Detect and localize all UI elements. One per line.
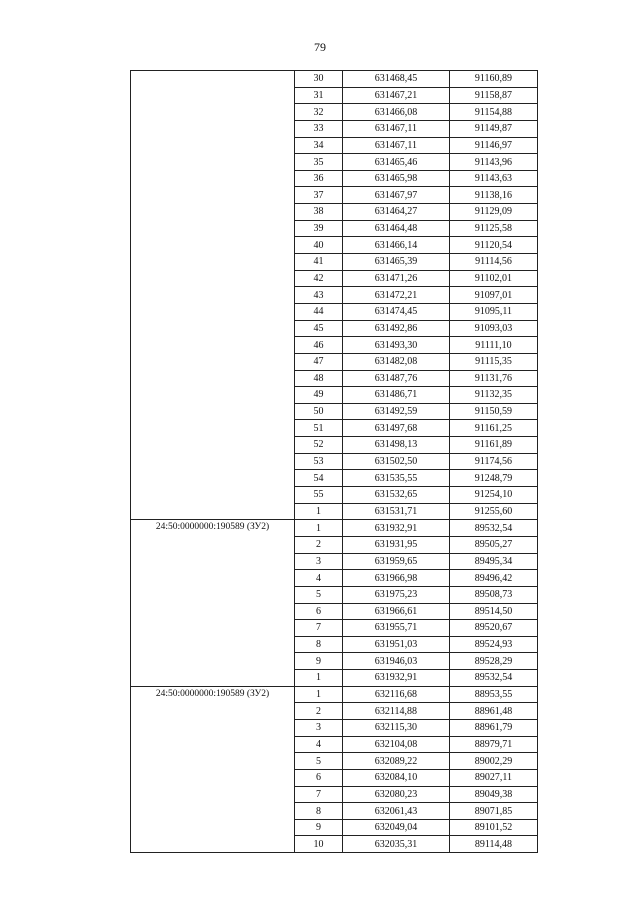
x-coordinate-cell: 631465,98 — [343, 170, 450, 187]
y-coordinate-cell: 91129,09 — [450, 204, 538, 221]
x-coordinate-cell: 631474,45 — [343, 303, 450, 320]
y-coordinate-cell: 91120,54 — [450, 237, 538, 254]
point-number-cell: 43 — [295, 287, 343, 304]
point-number-cell: 6 — [295, 769, 343, 786]
x-coordinate-cell: 631966,98 — [343, 570, 450, 587]
y-coordinate-cell: 89532,54 — [450, 520, 538, 537]
y-coordinate-cell: 89049,38 — [450, 786, 538, 803]
x-coordinate-cell: 631466,14 — [343, 237, 450, 254]
x-coordinate-cell: 631497,68 — [343, 420, 450, 437]
x-coordinate-cell: 631464,48 — [343, 220, 450, 237]
y-coordinate-cell: 89505,27 — [450, 536, 538, 553]
y-coordinate-cell: 91248,79 — [450, 470, 538, 487]
x-coordinate-cell: 631467,21 — [343, 87, 450, 104]
y-coordinate-cell: 89496,42 — [450, 570, 538, 587]
y-coordinate-cell: 91174,56 — [450, 453, 538, 470]
y-coordinate-cell: 89114,48 — [450, 836, 538, 853]
point-number-cell: 1 — [295, 670, 343, 687]
x-coordinate-cell: 631498,13 — [343, 437, 450, 454]
point-number-cell: 48 — [295, 370, 343, 387]
parcel-id-cell — [131, 71, 295, 520]
parcel-id-cell: 24:50:0000000:190589 (ЗУ2) — [131, 686, 295, 852]
x-coordinate-cell: 631959,65 — [343, 553, 450, 570]
y-coordinate-cell: 91150,59 — [450, 403, 538, 420]
y-coordinate-cell: 91132,35 — [450, 387, 538, 404]
x-coordinate-cell: 631931,95 — [343, 536, 450, 553]
x-coordinate-cell: 631486,71 — [343, 387, 450, 404]
x-coordinate-cell: 632114,88 — [343, 703, 450, 720]
x-coordinate-cell: 631472,21 — [343, 287, 450, 304]
point-number-cell: 42 — [295, 270, 343, 287]
point-number-cell: 34 — [295, 137, 343, 154]
point-number-cell: 1 — [295, 503, 343, 520]
y-coordinate-cell: 91149,87 — [450, 120, 538, 137]
point-number-cell: 9 — [295, 653, 343, 670]
x-coordinate-cell: 631975,23 — [343, 586, 450, 603]
point-number-cell: 44 — [295, 303, 343, 320]
x-coordinate-cell: 632084,10 — [343, 769, 450, 786]
point-number-cell: 8 — [295, 636, 343, 653]
point-number-cell: 9 — [295, 819, 343, 836]
x-coordinate-cell: 631492,86 — [343, 320, 450, 337]
point-number-cell: 4 — [295, 736, 343, 753]
y-coordinate-cell: 91161,25 — [450, 420, 538, 437]
y-coordinate-cell: 91115,35 — [450, 353, 538, 370]
point-number-cell: 6 — [295, 603, 343, 620]
point-number-cell: 52 — [295, 437, 343, 454]
y-coordinate-cell: 89528,29 — [450, 653, 538, 670]
y-coordinate-cell: 88961,48 — [450, 703, 538, 720]
x-coordinate-cell: 632035,31 — [343, 836, 450, 853]
table-row — [131, 686, 538, 703]
point-number-cell: 8 — [295, 803, 343, 820]
y-coordinate-cell: 91143,63 — [450, 170, 538, 187]
x-coordinate-cell: 631465,46 — [343, 154, 450, 171]
point-number-cell: 7 — [295, 786, 343, 803]
y-coordinate-cell: 91158,87 — [450, 87, 538, 104]
y-coordinate-cell: 91097,01 — [450, 287, 538, 304]
y-coordinate-cell: 91138,16 — [450, 187, 538, 204]
point-number-cell: 49 — [295, 387, 343, 404]
y-coordinate-cell: 89524,93 — [450, 636, 538, 653]
point-number-cell: 38 — [295, 204, 343, 221]
x-coordinate-cell: 631482,08 — [343, 353, 450, 370]
y-coordinate-cell: 89027,11 — [450, 769, 538, 786]
x-coordinate-cell: 631492,59 — [343, 403, 450, 420]
x-coordinate-cell: 631966,61 — [343, 603, 450, 620]
y-coordinate-cell: 91131,76 — [450, 370, 538, 387]
point-number-cell: 45 — [295, 320, 343, 337]
point-number-cell: 1 — [295, 686, 343, 703]
point-number-cell: 3 — [295, 719, 343, 736]
x-coordinate-cell: 632116,68 — [343, 686, 450, 703]
x-coordinate-cell: 631932,91 — [343, 670, 450, 687]
y-coordinate-cell: 91111,10 — [450, 337, 538, 354]
y-coordinate-cell: 89101,52 — [450, 819, 538, 836]
point-number-cell: 39 — [295, 220, 343, 237]
point-number-cell: 30 — [295, 71, 343, 88]
x-coordinate-cell: 631468,45 — [343, 71, 450, 88]
x-coordinate-cell: 632049,04 — [343, 819, 450, 836]
y-coordinate-cell: 91161,89 — [450, 437, 538, 454]
point-number-cell: 54 — [295, 470, 343, 487]
point-number-cell: 36 — [295, 170, 343, 187]
y-coordinate-cell: 91143,96 — [450, 154, 538, 171]
x-coordinate-cell: 632104,08 — [343, 736, 450, 753]
y-coordinate-cell: 89508,73 — [450, 586, 538, 603]
x-coordinate-cell: 631955,71 — [343, 620, 450, 637]
page-number: 79 — [314, 40, 326, 54]
x-coordinate-cell: 631932,91 — [343, 520, 450, 537]
point-number-cell: 41 — [295, 254, 343, 271]
parcel-id-cell: 24:50:0000000:190589 (ЗУ2) — [131, 520, 295, 686]
point-number-cell: 55 — [295, 487, 343, 504]
x-coordinate-cell: 631467,97 — [343, 187, 450, 204]
point-number-cell: 35 — [295, 154, 343, 171]
y-coordinate-cell: 89514,50 — [450, 603, 538, 620]
point-number-cell: 51 — [295, 420, 343, 437]
x-coordinate-cell: 632089,22 — [343, 753, 450, 770]
x-coordinate-cell: 632080,23 — [343, 786, 450, 803]
y-coordinate-cell: 89495,34 — [450, 553, 538, 570]
point-number-cell: 40 — [295, 237, 343, 254]
point-number-cell: 32 — [295, 104, 343, 121]
y-coordinate-cell: 91102,01 — [450, 270, 538, 287]
x-coordinate-cell: 631464,27 — [343, 204, 450, 221]
table-row — [131, 520, 538, 537]
x-coordinate-cell: 631946,03 — [343, 653, 450, 670]
point-number-cell: 53 — [295, 453, 343, 470]
x-coordinate-cell: 631465,39 — [343, 254, 450, 271]
y-coordinate-cell: 88961,79 — [450, 719, 538, 736]
y-coordinate-cell: 89002,29 — [450, 753, 538, 770]
point-number-cell: 5 — [295, 586, 343, 603]
y-coordinate-cell: 89071,85 — [450, 803, 538, 820]
x-coordinate-cell: 631471,26 — [343, 270, 450, 287]
y-coordinate-cell: 88953,55 — [450, 686, 538, 703]
y-coordinate-cell: 89520,67 — [450, 620, 538, 637]
x-coordinate-cell: 632061,43 — [343, 803, 450, 820]
coordinates-table — [130, 70, 538, 853]
y-coordinate-cell: 91255,60 — [450, 503, 538, 520]
y-coordinate-cell: 91114,56 — [450, 254, 538, 271]
point-number-cell: 47 — [295, 353, 343, 370]
y-coordinate-cell: 91093,03 — [450, 320, 538, 337]
point-number-cell: 7 — [295, 620, 343, 637]
table-row — [131, 71, 538, 88]
y-coordinate-cell: 91125,58 — [450, 220, 538, 237]
y-coordinate-cell: 89532,54 — [450, 670, 538, 687]
point-number-cell: 31 — [295, 87, 343, 104]
x-coordinate-cell: 632115,30 — [343, 719, 450, 736]
point-number-cell: 2 — [295, 536, 343, 553]
y-coordinate-cell: 91154,88 — [450, 104, 538, 121]
point-number-cell: 3 — [295, 553, 343, 570]
point-number-cell: 4 — [295, 570, 343, 587]
y-coordinate-cell: 88979,71 — [450, 736, 538, 753]
x-coordinate-cell: 631493,30 — [343, 337, 450, 354]
point-number-cell: 46 — [295, 337, 343, 354]
point-number-cell: 50 — [295, 403, 343, 420]
x-coordinate-cell: 631531,71 — [343, 503, 450, 520]
y-coordinate-cell: 91095,11 — [450, 303, 538, 320]
x-coordinate-cell: 631466,08 — [343, 104, 450, 121]
point-number-cell: 5 — [295, 753, 343, 770]
x-coordinate-cell: 631467,11 — [343, 120, 450, 137]
point-number-cell: 2 — [295, 703, 343, 720]
x-coordinate-cell: 631502,50 — [343, 453, 450, 470]
point-number-cell: 33 — [295, 120, 343, 137]
point-number-cell: 37 — [295, 187, 343, 204]
y-coordinate-cell: 91254,10 — [450, 487, 538, 504]
x-coordinate-cell: 631951,03 — [343, 636, 450, 653]
x-coordinate-cell: 631535,55 — [343, 470, 450, 487]
y-coordinate-cell: 91160,89 — [450, 71, 538, 88]
point-number-cell: 10 — [295, 836, 343, 853]
y-coordinate-cell: 91146,97 — [450, 137, 538, 154]
x-coordinate-cell: 631487,76 — [343, 370, 450, 387]
x-coordinate-cell: 631532,65 — [343, 487, 450, 504]
x-coordinate-cell: 631467,11 — [343, 137, 450, 154]
point-number-cell: 1 — [295, 520, 343, 537]
